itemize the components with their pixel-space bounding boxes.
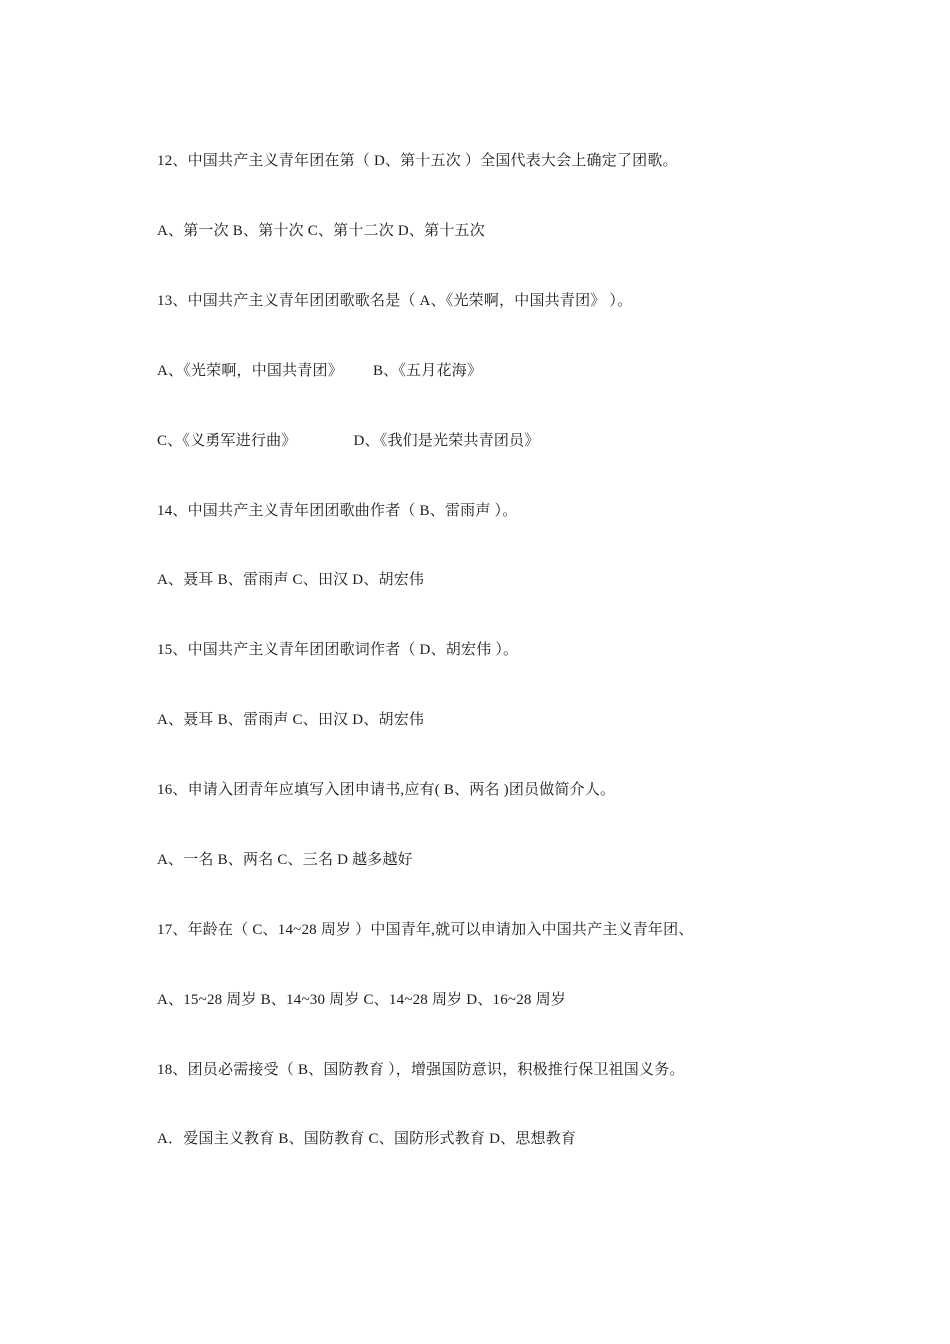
options-17: A、15~28 周岁 B、14~30 周岁 C、14~28 周岁 D、16~28 周岁 bbox=[157, 992, 566, 1008]
options-16: A、一名 B、两名 C、三名 D 越多越好 bbox=[157, 852, 413, 868]
question-18: 18、团员必需接受（ B、国防教育 ），增强国防意识，积极推行保卫祖国义务。 bbox=[157, 1062, 685, 1078]
options-13-row-2 bbox=[157, 431, 539, 451]
option-13-b: B、《五月花海》 bbox=[372, 363, 483, 379]
options-12: A、第一次 B、第十次 C、第十二次 D、第十五次 bbox=[157, 223, 485, 239]
options-15: A、聂耳 B、雷雨声 C、田汉 D、胡宏伟 bbox=[157, 712, 425, 728]
question-13: 13、中国共产主义青年团团歌歌名是（ A、《光荣啊，中国共青团》 ）。 bbox=[157, 293, 633, 309]
option-13-c: C、《义勇军进行曲》 bbox=[157, 433, 297, 449]
option-13-d: D、《我们是光荣共青团员》 bbox=[353, 433, 540, 449]
options-14: A、聂耳 B、雷雨声 C、田汉 D、胡宏伟 bbox=[157, 572, 425, 588]
option-13-a: A、《光荣啊，中国共青团》 bbox=[157, 363, 343, 379]
question-17: 17、年龄在（ C、14~28 周岁 ）中国青年,就可以申请加入中国共产主义青年团、 bbox=[157, 922, 694, 938]
question-14: 14、中国共产主义青年团团歌曲作者（ B、雷雨声 ）。 bbox=[157, 503, 518, 519]
question-15: 15、中国共产主义青年团团歌词作者（ D、胡宏伟 ）。 bbox=[157, 642, 519, 658]
options-13-row-1 bbox=[157, 361, 482, 381]
options-18: A．爱国主义教育 B、国防教育 C、国防形式教育 D、思想教育 bbox=[157, 1131, 577, 1147]
question-16: 16、申请入团青年应填写入团申请书,应有( B、两名 )团员做简介人。 bbox=[157, 782, 616, 798]
question-12: 12、中国共产主义青年团在第（ D、第十五次 ）全国代表大会上确定了团歌。 bbox=[157, 153, 678, 169]
